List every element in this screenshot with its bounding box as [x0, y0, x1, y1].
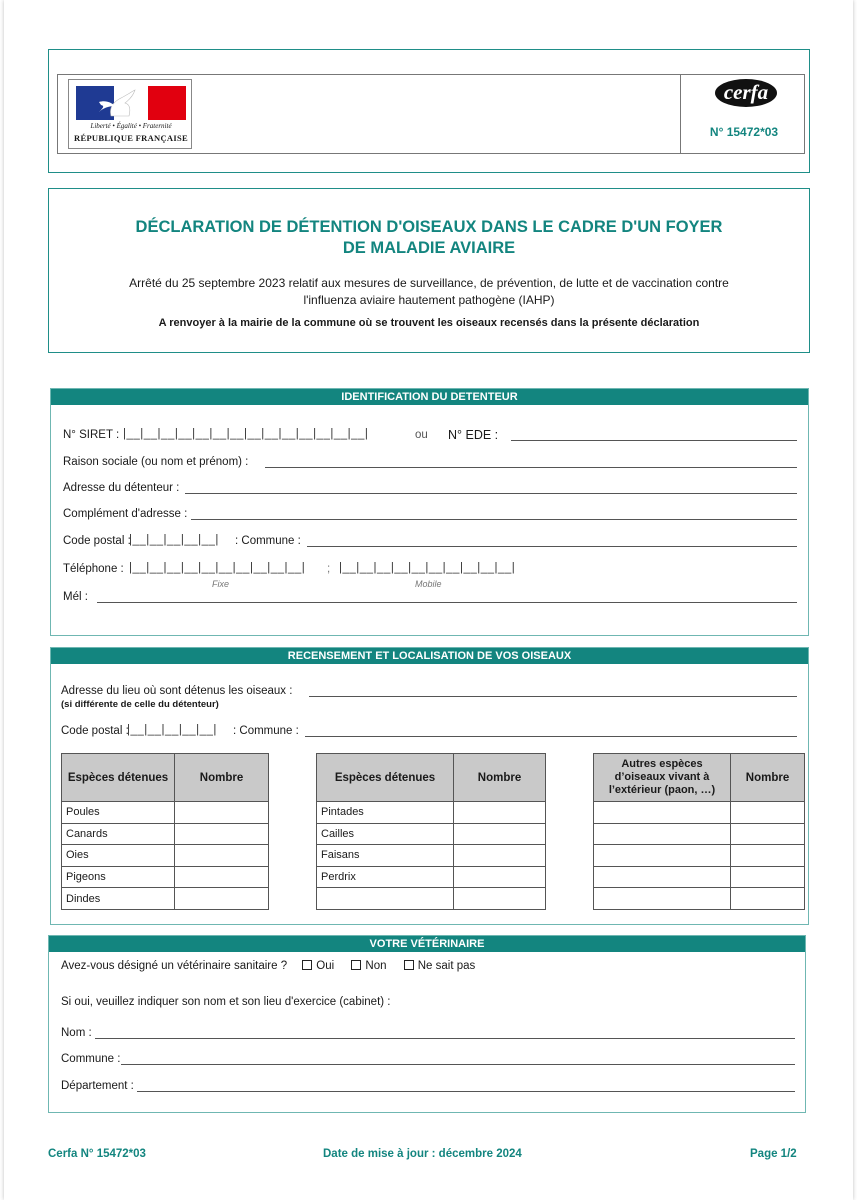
unknown-label: Ne sait pas: [417, 960, 476, 972]
count-cell[interactable]: [175, 802, 269, 824]
count-cell[interactable]: [175, 888, 269, 910]
species-name: Canards: [62, 823, 175, 845]
species-name: Perdrix: [317, 866, 454, 888]
form-page: [4, 0, 853, 1200]
siret-label: N° SIRET :: [63, 429, 120, 441]
species-col-header: Espèces détenues: [317, 754, 454, 802]
species-name-input[interactable]: [594, 866, 731, 888]
footer-page: Page 1/2: [750, 1148, 797, 1160]
count-cell[interactable]: [731, 802, 805, 824]
vet-question-text: Avez-vous désigné un vétérinaire sanitaire ?: [61, 960, 288, 972]
count-cell[interactable]: [454, 802, 546, 824]
vet-dept-input[interactable]: [137, 1091, 795, 1092]
email-input[interactable]: [97, 602, 797, 603]
commune-label: : Commune :: [235, 535, 301, 547]
census-commune-label: : Commune :: [233, 725, 299, 737]
send-instructions: A renvoyer à la mairie de la commune où se trouvent les oiseaux recensés dans la présente déclaration: [158, 317, 700, 329]
yes-checkbox[interactable]: [302, 960, 312, 970]
census-address-note: (si différente de celle du détenteur): [61, 699, 219, 710]
table-row: [62, 866, 269, 888]
table-row: [317, 888, 546, 910]
census-commune-input[interactable]: [305, 736, 797, 737]
ede-input[interactable]: [511, 440, 797, 441]
census-postal-input[interactable]: |__|__|__|__|__|: [127, 724, 217, 736]
count-cell[interactable]: [731, 845, 805, 867]
species-name: Pigeons: [62, 866, 175, 888]
vet-question: [61, 960, 475, 972]
republique-francaise-label: RÉPUBLIQUE FRANÇAISE: [74, 133, 188, 143]
ede-label: N° EDE :: [448, 428, 499, 442]
count-col-header: Nombre: [454, 754, 546, 802]
count-cell[interactable]: [454, 866, 546, 888]
name-label: Raison sociale (ou nom et prénom) :: [63, 456, 249, 468]
vet-commune-input[interactable]: [121, 1064, 795, 1065]
table-row: [62, 845, 269, 867]
table-row: [317, 845, 546, 867]
species-name: Poules: [62, 802, 175, 824]
cerfa-logo: cerfa: [715, 79, 777, 107]
vet-commune-label: Commune :: [61, 1053, 121, 1065]
table-row: [62, 888, 269, 910]
email-label: Mél :: [63, 591, 88, 603]
vet-name-label: Nom :: [61, 1027, 92, 1039]
postal-label: Code postal :: [63, 535, 131, 547]
count-col-header: Nombre: [731, 754, 805, 802]
siret-input[interactable]: |__|__|__|__|__|__|__|__|__|__|__|__|__|__|: [123, 428, 369, 440]
table-row: [317, 802, 546, 824]
name-input[interactable]: [265, 467, 797, 468]
table-row: [62, 823, 269, 845]
species-name: Dindes: [62, 888, 175, 910]
address2-label: Complément d'adresse :: [63, 508, 188, 520]
count-cell[interactable]: [731, 823, 805, 845]
form-title-line2: DE MALADIE AVIAIRE: [342, 239, 516, 257]
marianne-icon: [91, 88, 141, 118]
table-row: [594, 866, 805, 888]
vet-heading: VOTRE VÉTÉRINAIRE: [49, 936, 805, 952]
vet-name-input[interactable]: [95, 1038, 795, 1039]
form-title-line1: DÉCLARATION DE DÉTENTION D'OISEAUX DANS LE CADRE D'UN FOYER: [135, 218, 723, 236]
address2-input[interactable]: [191, 519, 797, 520]
decree-text: [89, 275, 769, 309]
species-name-input[interactable]: [594, 802, 731, 824]
species-table-1: [61, 753, 269, 910]
vet-section: [48, 935, 806, 1113]
commune-input[interactable]: [307, 546, 797, 547]
species-name-input[interactable]: [317, 888, 454, 910]
census-section: [50, 647, 809, 925]
other-species-header-line2: d’oiseaux vivant à: [614, 771, 710, 783]
form-title: [49, 217, 809, 259]
table-row: [594, 823, 805, 845]
species-name: Pintades: [317, 802, 454, 824]
no-label: Non: [365, 960, 387, 972]
count-cell[interactable]: [454, 888, 546, 910]
phone-fixed-input[interactable]: |__|__|__|__|__|__|__|__|__|__|: [129, 562, 306, 574]
vet-if-yes: Si oui, veuillez indiquer son nom et son lieu d'exercice (cabinet) :: [61, 996, 391, 1008]
vet-dept-label: Département :: [61, 1080, 134, 1092]
other-species-header-line1: Autres espèces: [621, 758, 703, 770]
census-address-input[interactable]: [309, 696, 797, 697]
title-box: [48, 188, 810, 353]
table-row: [317, 866, 546, 888]
address-input[interactable]: [185, 493, 797, 494]
motto: Liberté • Égalité • Fraternité: [90, 122, 172, 130]
identification-section: [50, 388, 809, 636]
census-postal-label: Code postal :: [61, 725, 129, 737]
table-row: [62, 802, 269, 824]
header-box: [48, 49, 810, 173]
phone-separator: ;: [327, 563, 331, 575]
cerfa-cell: [680, 75, 806, 153]
count-cell[interactable]: [454, 845, 546, 867]
table-row: [317, 823, 546, 845]
species-col-header: Espèces détenues: [62, 754, 175, 802]
count-cell[interactable]: [175, 823, 269, 845]
table-row: [594, 888, 805, 910]
species-name: Cailles: [317, 823, 454, 845]
species-name-input[interactable]: [594, 888, 731, 910]
fixed-hint: Fixe: [212, 579, 230, 589]
species-name: Faisans: [317, 845, 454, 867]
count-col-header: Nombre: [175, 754, 269, 802]
header-inner: [57, 74, 805, 154]
phone-mobile-input[interactable]: |__|__|__|__|__|__|__|__|__|__|: [339, 562, 516, 574]
address-label: Adresse du détenteur :: [63, 482, 180, 494]
yes-label: Oui: [316, 960, 335, 972]
count-cell[interactable]: [175, 866, 269, 888]
phone-label: Téléphone :: [63, 563, 124, 575]
postal-input[interactable]: |__|__|__|__|__|: [129, 534, 219, 546]
table-row: [594, 845, 805, 867]
other-species-header-line3: l’extérieur (paon, …): [608, 784, 716, 796]
republique-francaise-logo: [68, 79, 192, 149]
identification-heading: IDENTIFICATION DU DETENTEUR: [51, 389, 808, 405]
species-table-2: [316, 753, 546, 910]
unknown-checkbox[interactable]: [404, 960, 414, 970]
count-cell[interactable]: [454, 823, 546, 845]
species-name: Oies: [62, 845, 175, 867]
other-species-col-header: [594, 754, 731, 802]
count-cell[interactable]: [731, 888, 805, 910]
species-name-input[interactable]: [594, 845, 731, 867]
footer-updated: Date de mise à jour : décembre 2024: [323, 1148, 522, 1160]
decree-line2: l'influenza aviaire hautement pathogène (IAHP): [303, 293, 555, 307]
census-heading: RECENSEMENT ET LOCALISATION DE VOS OISEAUX: [51, 648, 808, 664]
census-address-label: Adresse du lieu où sont détenus les oiseaux :: [61, 685, 293, 697]
decree-line1: Arrêté du 25 septembre 2023 relatif aux mesures de surveillance, de prévention, de lutte et de vaccination contre: [129, 276, 729, 290]
cerfa-number: N° 15472*03: [709, 125, 779, 139]
table-row: [594, 802, 805, 824]
count-cell[interactable]: [175, 845, 269, 867]
footer-cerfa: Cerfa N° 15472*03: [48, 1148, 146, 1160]
count-cell[interactable]: [731, 866, 805, 888]
species-name-input[interactable]: [594, 823, 731, 845]
no-checkbox[interactable]: [351, 960, 361, 970]
species-table-3: [593, 753, 805, 910]
mobile-hint: Mobile: [415, 579, 442, 589]
or-label: ou: [415, 429, 428, 441]
